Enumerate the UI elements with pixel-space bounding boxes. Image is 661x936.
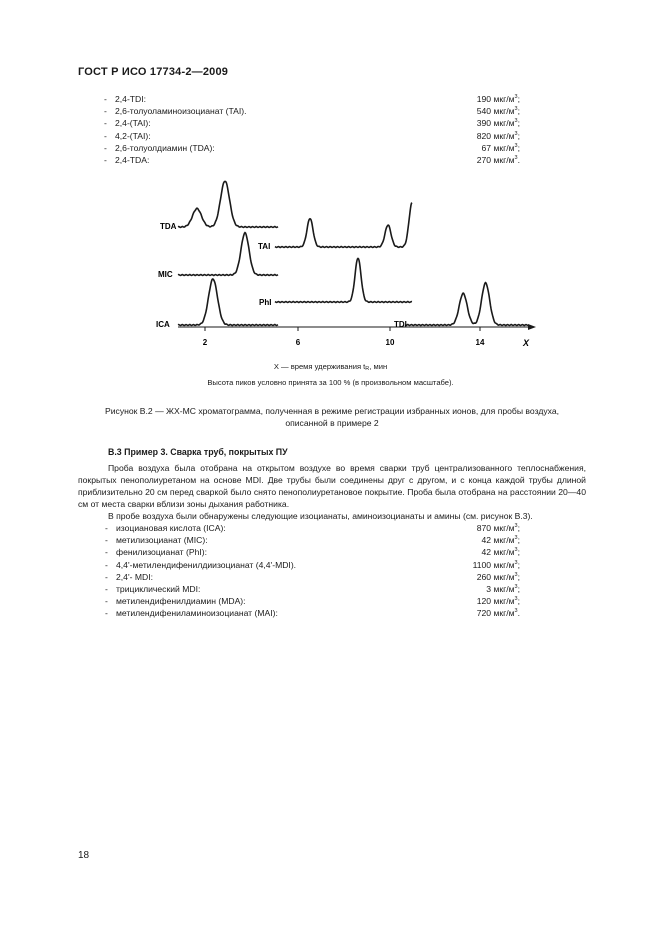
list-item <box>78 522 520 534</box>
trace-label-tai: TAI <box>258 242 271 251</box>
trace-label-ica: ICA <box>156 320 170 329</box>
trace-label-phi: PhI <box>259 298 272 307</box>
list-dash: - <box>105 608 108 619</box>
concentration-value: 540 мкг/$м^3$; <box>476 106 520 117</box>
concentration-value: 820 мкг/$м^3$; <box>476 130 520 141</box>
list-item <box>78 154 520 166</box>
trace-label-tda: TDA <box>160 222 177 231</box>
x-axis-label: X — время удерживания $t_R$, мин <box>273 362 388 372</box>
substance-name: 2,6-толуолдиамин (TDA): <box>115 142 215 153</box>
trace-label-tdi: TDI <box>394 320 407 329</box>
trace-mic <box>178 233 278 276</box>
list-item <box>78 142 520 154</box>
chromatogram-traces <box>178 181 528 325</box>
concentration-value: 190 мкг/$м^3$; <box>476 94 520 104</box>
trace-tda <box>178 181 278 227</box>
concentration-value: 42 мкг/$м^3$; <box>481 547 520 558</box>
substance-name: метилендифениламиноизоцианат (MAI): <box>116 608 278 619</box>
list-dash: - <box>104 154 107 165</box>
list-dash: - <box>104 106 107 117</box>
trace-tai <box>275 203 412 248</box>
list-item <box>78 105 520 117</box>
list-dash: - <box>105 547 108 558</box>
list-dash: - <box>105 596 108 607</box>
x-tick-label: 2 <box>202 338 208 347</box>
concentration-value: 870 мкг/$м^3$; <box>476 523 520 533</box>
list-item <box>78 130 520 142</box>
trace-label-mic: MIC <box>158 270 173 279</box>
list-item <box>78 559 520 571</box>
concentration-value: 1100 мкг/$м^3$; <box>472 559 520 570</box>
substance-name: 4,4'-метилендифенилдиизоцианат (4,4'-MDI). <box>116 559 297 570</box>
list-item <box>78 546 520 558</box>
list-item <box>78 534 520 546</box>
paragraph: Проба воздуха была отобрана на открытом воздухе во время сварки труб централизованного теплоснабжения, покрытых пенополиуретаном на основе MDI. Две трубы были соединены друг с другом, и с конца каждой трубы длиной приблизительно 20 см перед сваркой было снято пенополиуретановое покрытие. Проба была отобрана на расстоянии 20—40 см от места сварки вблизи зоны дыхания работника. <box>78 463 586 510</box>
substance-name: фенилизоцианат (PhI): <box>116 547 208 558</box>
list-dash: - <box>105 583 108 594</box>
list-dash: - <box>104 94 107 104</box>
list-dash: - <box>105 523 108 533</box>
substance-name: 2,4-TDI: <box>115 94 147 104</box>
substance-name: изоциановая кислота (ICA): <box>116 523 226 533</box>
list-item <box>78 607 520 619</box>
list-dash: - <box>104 118 107 129</box>
list-dash: - <box>105 571 108 582</box>
concentration-value: 270 мкг/$м^3$. <box>476 154 520 165</box>
list-item <box>78 117 520 129</box>
substance-name: 2,4-TDA: <box>115 154 150 165</box>
concentration-list-example-3 <box>78 522 520 620</box>
list-dash: - <box>104 130 107 141</box>
x-axis-symbol: X <box>523 338 530 348</box>
list-dash: - <box>104 142 107 153</box>
substance-name: 2,4'- MDI: <box>116 571 153 582</box>
substance-name: метилизоцианат (MIC): <box>116 535 208 546</box>
list-item <box>78 93 520 105</box>
concentration-value: 260 мкг/$м^3$; <box>476 571 520 582</box>
list-item <box>78 595 520 607</box>
substance-name: 2,4-(TAI): <box>115 118 151 129</box>
substance-name: 2,6-толуоламиноизоцианат (TAI). <box>115 106 247 117</box>
concentration-value: 42 мкг/$м^3$; <box>481 535 520 546</box>
concentration-value: 3 мкг/$м^3$; <box>486 583 520 594</box>
list-item <box>78 583 520 595</box>
concentration-list-example-2 <box>78 93 520 166</box>
figure-note: Высота пиков условно принята за 100 % (в произвольном масштабе). <box>207 378 454 387</box>
substance-name: трициклический MDI: <box>116 583 201 594</box>
section-heading: В.3 Пример 3. Сварка труб, покрытых ПУ <box>108 447 288 457</box>
paragraph: В пробе воздуха были обнаружены следующие изоцианаты, аминоизоцианаты и амины (см. рисунок В.3). <box>108 511 533 521</box>
list-dash: - <box>105 535 108 546</box>
list-dash: - <box>105 559 108 570</box>
concentration-value: 67 мкг/$м^3$; <box>481 142 520 153</box>
x-tick-label: 10 <box>385 338 395 347</box>
x-axis-arrow <box>528 324 536 330</box>
document-header: ГОСТ Р ИСО 17734-2—2009 <box>78 66 229 78</box>
concentration-value: 720 мкг/$м^3$. <box>476 608 520 619</box>
trace-phi <box>275 258 412 302</box>
figure-caption: Рисунок В.2 — ЖХ-МС хроматограмма, полученная в режиме регистрации избранных ионов, для пробы воздуха, описанной в примере 2 <box>104 406 560 428</box>
trace-tdi <box>405 283 528 326</box>
x-tick-label: 6 <box>295 338 301 347</box>
chromatogram-chart <box>150 170 540 350</box>
x-axis-ticks <box>203 327 485 347</box>
concentration-value: 120 мкг/$м^3$; <box>476 596 520 607</box>
substance-name: метилендифенилдиамин (MDA): <box>116 596 246 607</box>
concentration-value: 390 мкг/$м^3$; <box>476 118 520 129</box>
list-item <box>78 571 520 583</box>
page-number: 18 <box>78 850 90 861</box>
substance-name: 4,2-(TAI): <box>115 130 151 141</box>
x-tick-label: 14 <box>475 338 485 347</box>
